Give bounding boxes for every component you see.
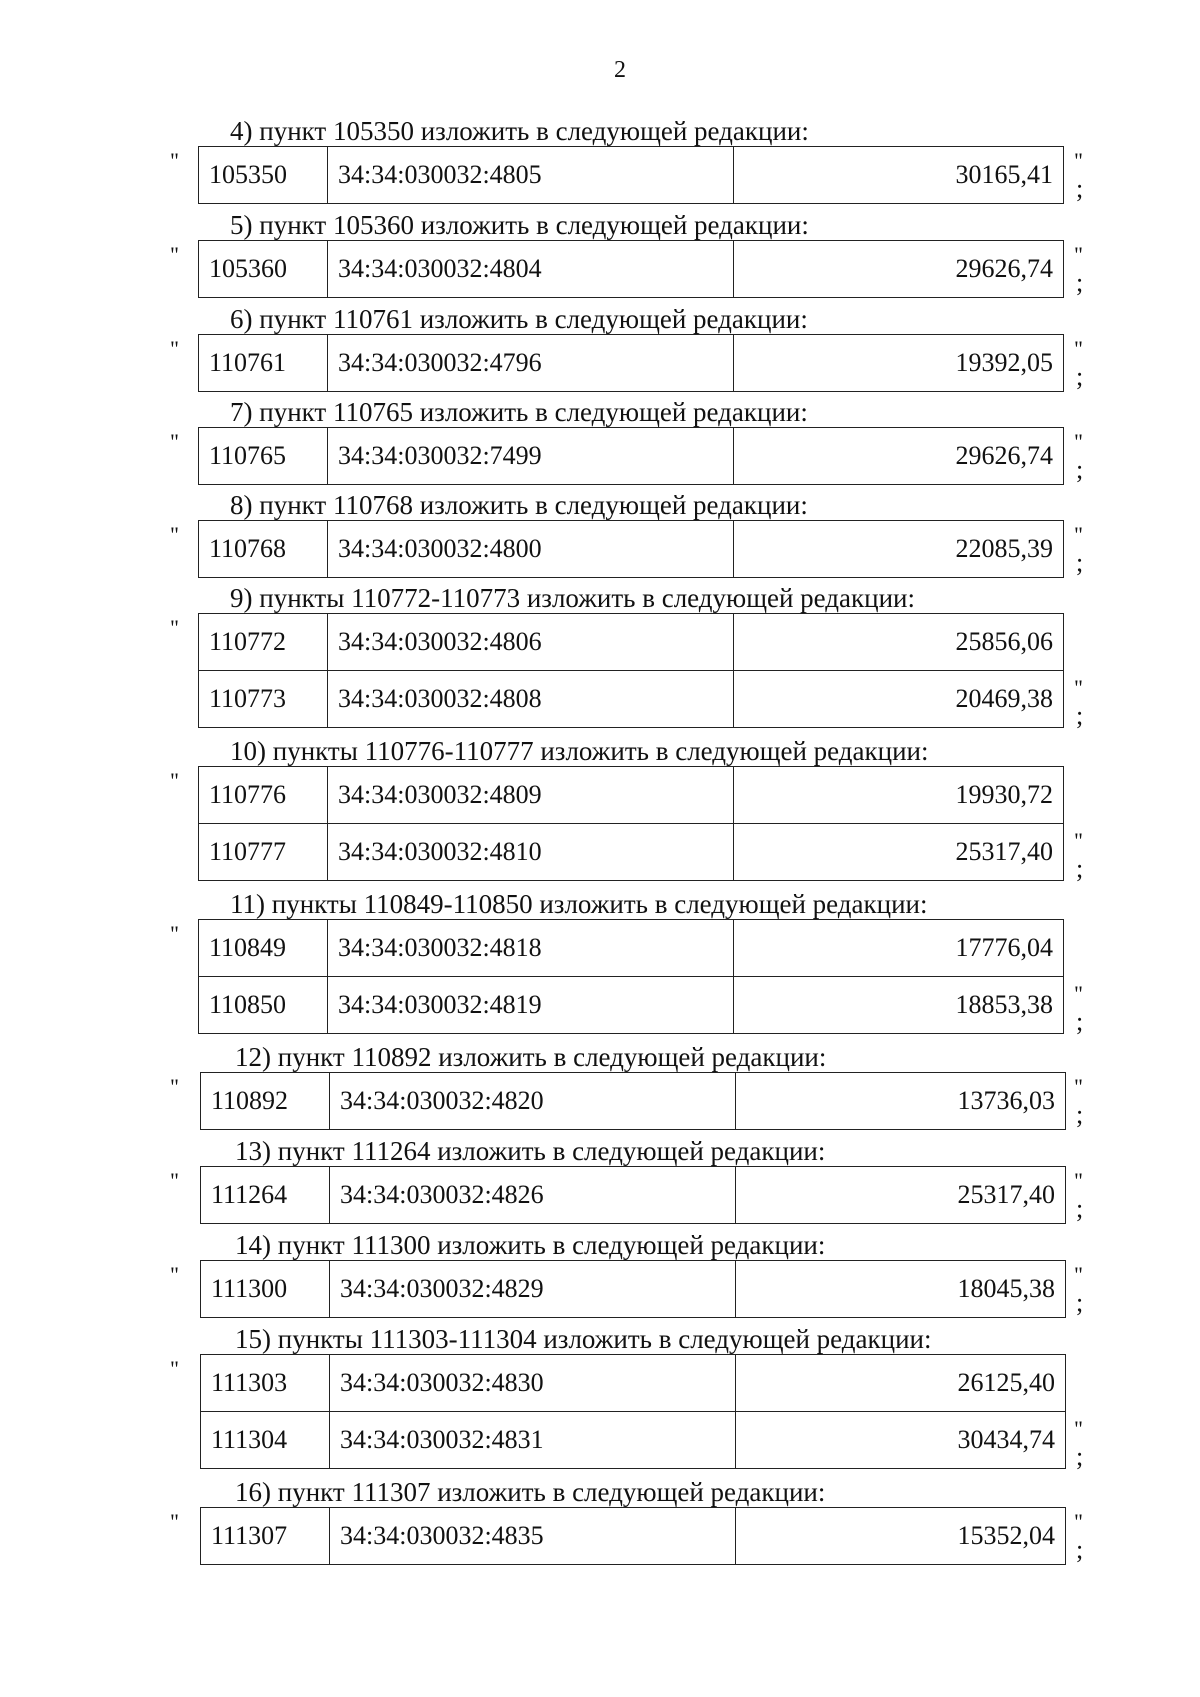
amendment-section [0, 1042, 1200, 1132]
table-row [201, 1508, 1066, 1565]
semicolon: ; [1076, 1442, 1084, 1471]
value-cell: 30434,74 [736, 1412, 1066, 1469]
item-number: 110765 [199, 428, 328, 485]
open-quote: " [170, 1509, 179, 1534]
value-cell: 18853,38 [734, 977, 1064, 1034]
table-row [199, 671, 1064, 728]
item-number: 110777 [199, 824, 328, 881]
section-heading: 12) пункт 110892 изложить в следующей редакции: [235, 1042, 827, 1072]
open-quote: " [170, 148, 179, 173]
value-cell: 18045,38 [736, 1261, 1066, 1318]
cadastral-number: 34:34:030032:4826 [330, 1167, 736, 1224]
close-quote: " [1074, 336, 1083, 361]
table-row [201, 1167, 1066, 1224]
cadastral-number: 34:34:030032:4810 [328, 824, 734, 881]
data-table [198, 520, 1064, 578]
open-quote: " [170, 615, 179, 640]
semicolon: ; [1076, 1535, 1084, 1564]
table-row [199, 241, 1064, 298]
open-quote: " [170, 1262, 179, 1287]
section-heading: 16) пункт 111307 изложить в следующей редакции: [235, 1477, 826, 1507]
item-number: 111307 [201, 1508, 330, 1565]
close-quote: " [1074, 242, 1083, 267]
open-quote: " [170, 429, 179, 454]
amendment-section [0, 1136, 1200, 1226]
section-heading: 7) пункт 110765 изложить в следующей редакции: [230, 397, 808, 427]
semicolon: ; [1076, 1194, 1084, 1223]
semicolon: ; [1076, 701, 1084, 730]
table-row [199, 147, 1064, 204]
value-cell: 25317,40 [736, 1167, 1066, 1224]
value-cell: 13736,03 [736, 1073, 1066, 1130]
amendment-section [0, 304, 1200, 394]
close-quote: " [1074, 1168, 1083, 1193]
section-heading: 15) пункты 111303-111304 изложить в следующей редакции: [235, 1324, 932, 1354]
cadastral-number: 34:34:030032:4820 [330, 1073, 736, 1130]
value-cell: 25856,06 [734, 614, 1064, 671]
cadastral-number: 34:34:030032:4818 [328, 920, 734, 977]
item-number: 110768 [199, 521, 328, 578]
close-quote: " [1074, 148, 1083, 173]
semicolon: ; [1076, 548, 1084, 577]
data-table [198, 334, 1064, 392]
item-number: 105360 [199, 241, 328, 298]
item-number: 111304 [201, 1412, 330, 1469]
value-cell: 30165,41 [734, 147, 1064, 204]
table-row [201, 1261, 1066, 1318]
value-cell: 17776,04 [734, 920, 1064, 977]
open-quote: " [170, 242, 179, 267]
close-quote: " [1074, 1262, 1083, 1287]
value-cell: 22085,39 [734, 521, 1064, 578]
value-cell: 29626,74 [734, 428, 1064, 485]
value-cell: 29626,74 [734, 241, 1064, 298]
open-quote: " [170, 921, 179, 946]
cadastral-number: 34:34:030032:4796 [328, 335, 734, 392]
section-heading: 8) пункт 110768 изложить в следующей редакции: [230, 490, 808, 520]
cadastral-number: 34:34:030032:4831 [330, 1412, 736, 1469]
section-heading: 9) пункты 110772-110773 изложить в следующей редакции: [230, 583, 915, 613]
cadastral-number: 34:34:030032:4800 [328, 521, 734, 578]
close-quote: " [1074, 981, 1083, 1006]
page-number: 2 [614, 57, 626, 83]
data-table [200, 1507, 1066, 1565]
data-table [198, 146, 1064, 204]
open-quote: " [170, 522, 179, 547]
data-table [198, 613, 1064, 728]
table-row [199, 920, 1064, 977]
value-cell: 19392,05 [734, 335, 1064, 392]
close-quote: " [1074, 1074, 1083, 1099]
cadastral-number: 34:34:030032:4804 [328, 241, 734, 298]
data-table [200, 1072, 1066, 1130]
cadastral-number: 34:34:030032:4806 [328, 614, 734, 671]
amendment-section [0, 116, 1200, 206]
item-number: 110761 [199, 335, 328, 392]
amendment-section [0, 736, 1200, 886]
table-row [201, 1073, 1066, 1130]
semicolon: ; [1076, 1100, 1084, 1129]
data-table [198, 427, 1064, 485]
close-quote: " [1074, 1509, 1083, 1534]
amendment-section [0, 490, 1200, 580]
semicolon: ; [1076, 174, 1084, 203]
value-cell: 15352,04 [736, 1508, 1066, 1565]
data-table [200, 1166, 1066, 1224]
close-quote: " [1074, 828, 1083, 853]
amendment-section [0, 1324, 1200, 1474]
semicolon: ; [1076, 455, 1084, 484]
cadastral-number: 34:34:030032:7499 [328, 428, 734, 485]
amendment-section [0, 397, 1200, 487]
close-quote: " [1074, 675, 1083, 700]
close-quote: " [1074, 522, 1083, 547]
item-number: 110772 [199, 614, 328, 671]
semicolon: ; [1076, 1007, 1084, 1036]
item-number: 111264 [201, 1167, 330, 1224]
open-quote: " [170, 768, 179, 793]
open-quote: " [170, 1168, 179, 1193]
value-cell: 25317,40 [734, 824, 1064, 881]
data-table [198, 240, 1064, 298]
table-row [201, 1355, 1066, 1412]
cadastral-number: 34:34:030032:4819 [328, 977, 734, 1034]
table-row [199, 614, 1064, 671]
close-quote: " [1074, 1416, 1083, 1441]
item-number: 110892 [201, 1073, 330, 1130]
table-row [199, 767, 1064, 824]
table-row [199, 428, 1064, 485]
semicolon: ; [1076, 362, 1084, 391]
amendment-section [0, 210, 1200, 300]
data-table [200, 1260, 1066, 1318]
amendment-section [0, 1230, 1200, 1320]
section-heading: 13) пункт 111264 изложить в следующей редакции: [235, 1136, 826, 1166]
table-row [199, 824, 1064, 881]
section-heading: 4) пункт 105350 изложить в следующей редакции: [230, 116, 809, 146]
close-quote: " [1074, 429, 1083, 454]
section-heading: 6) пункт 110761 изложить в следующей редакции: [230, 304, 808, 334]
semicolon: ; [1076, 854, 1084, 883]
cadastral-number: 34:34:030032:4829 [330, 1261, 736, 1318]
section-heading: 11) пункты 110849-110850 изложить в следующей редакции: [230, 889, 928, 919]
table-row [201, 1412, 1066, 1469]
cadastral-number: 34:34:030032:4808 [328, 671, 734, 728]
semicolon: ; [1076, 1288, 1084, 1317]
item-number: 110850 [199, 977, 328, 1034]
cadastral-number: 34:34:030032:4835 [330, 1508, 736, 1565]
cadastral-number: 34:34:030032:4805 [328, 147, 734, 204]
item-number: 111300 [201, 1261, 330, 1318]
table-row [199, 977, 1064, 1034]
table-row [199, 335, 1064, 392]
section-heading: 14) пункт 111300 изложить в следующей редакции: [235, 1230, 826, 1260]
item-number: 105350 [199, 147, 328, 204]
data-table [198, 766, 1064, 881]
data-table [198, 919, 1064, 1034]
amendment-section [0, 583, 1200, 733]
amendment-section [0, 1477, 1200, 1567]
semicolon: ; [1076, 268, 1084, 297]
item-number: 110849 [199, 920, 328, 977]
amendment-section [0, 889, 1200, 1039]
value-cell: 26125,40 [736, 1355, 1066, 1412]
open-quote: " [170, 1074, 179, 1099]
section-heading: 10) пункты 110776-110777 изложить в следующей редакции: [230, 736, 929, 766]
section-heading: 5) пункт 105360 изложить в следующей редакции: [230, 210, 809, 240]
open-quote: " [170, 1356, 179, 1381]
value-cell: 20469,38 [734, 671, 1064, 728]
open-quote: " [170, 336, 179, 361]
item-number: 110776 [199, 767, 328, 824]
table-row [199, 521, 1064, 578]
item-number: 111303 [201, 1355, 330, 1412]
cadastral-number: 34:34:030032:4809 [328, 767, 734, 824]
item-number: 110773 [199, 671, 328, 728]
cadastral-number: 34:34:030032:4830 [330, 1355, 736, 1412]
value-cell: 19930,72 [734, 767, 1064, 824]
data-table [200, 1354, 1066, 1469]
